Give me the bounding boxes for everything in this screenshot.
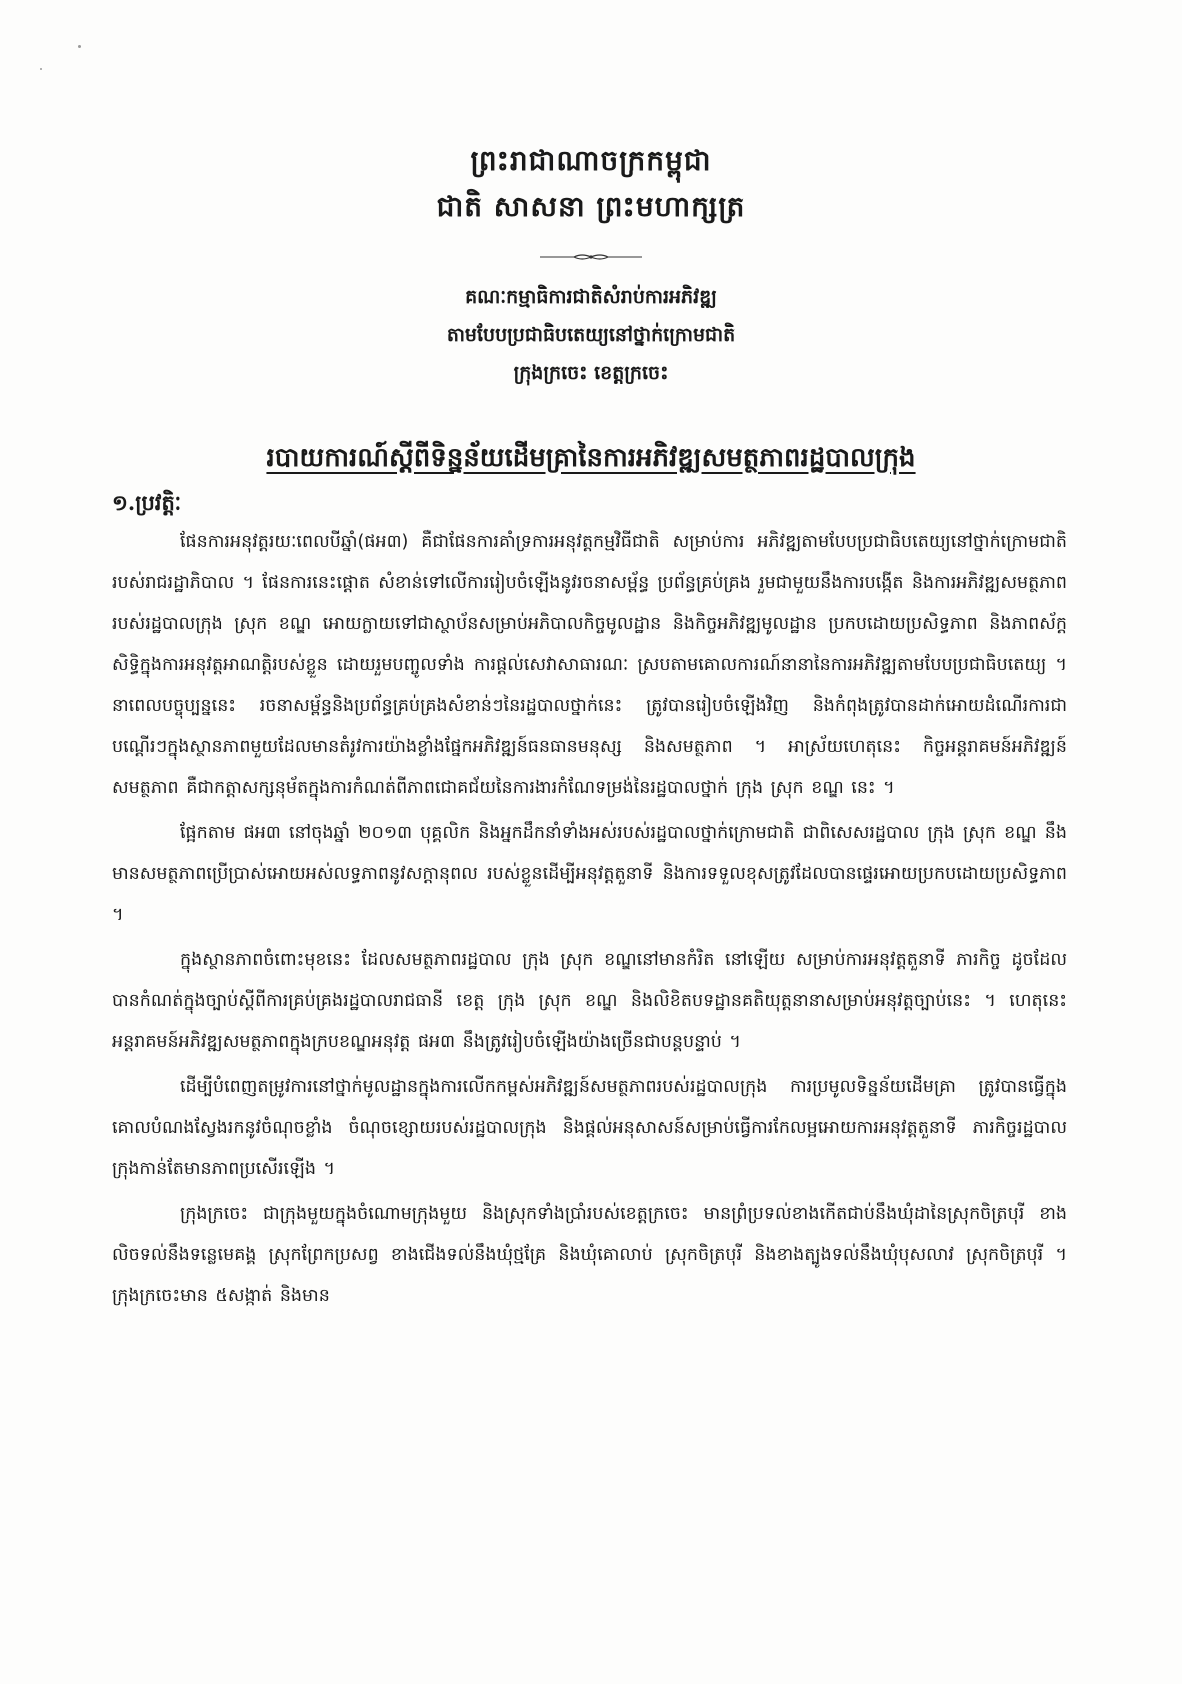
paragraph: ដើម្បីបំពេញតម្រូវការនៅថ្នាក់មូលដ្ឋានក្នុងការលើកកម្ពស់អភិវឌ្ឍន៍សមត្ថភាពរបស់រដ្ឋបាលក្រុង ការប្រមូលទិន្នន័យដើមគ្រា ត្រូវបានធ្វើក្នុងគោលបំណងស្វែងរកនូវចំណុចខ្លាំង ចំណុចខ្សោយរបស់រដ្ឋបាលក្រុង និងផ្តល់អនុសាសន៍សម្រាប់ធ្វើការកែលម្អអោយការអនុវត្តតួនាទី ភារកិច្ចរដ្ឋបាលក្រុងកាន់តែមានភាពប្រសើរឡើង ។ <box>112 1077 1067 1179</box>
kingdom-name: ព្រះរាជាណាចក្រកម្ពុជា <box>470 144 712 177</box>
document-header <box>0 138 1182 230</box>
paragraph: ក្នុងស្ថានភាពចំពោះមុខនេះ ដែលសមត្ថភាពរដ្ឋបាល ក្រុង ស្រុក ខណ្ឌនៅមានកំរិត នៅឡើយ សម្រាប់ការអនុវត្តតួនាទី ភារកិច្ច ដូចដែលបានកំណត់ក្នុងច្បាប់ស្តីពីការគ្រប់គ្រងរដ្ឋបាលរាជធានី ខេត្ត ក្រុង ស្រុក ខណ្ឌ និងលិខិតបទដ្ឋានគតិយុត្តនានាសម្រាប់អនុវត្តច្បាប់នេះ ។ ហេតុនេះអន្តរាគមន៍អភិវឌ្ឍសមត្ថភាពក្នុងក្របខណ្ឌអនុវត្ត ផអ៣ នឹងត្រូវរៀបចំឡើងយ៉ាងច្រើនជាបន្តបន្ទាប់ ។ <box>112 950 1067 1052</box>
section-heading: ១.ប្រវត្តិៈ <box>112 490 182 515</box>
committee-line-2: តាមបែបប្រជាធិបតេយ្យនៅថ្នាក់ក្រោមជាតិ <box>446 324 736 346</box>
committee-line-3: ក្រុងក្រចេះ ខេត្តក្រចេះ <box>513 362 669 384</box>
national-motto: ជាតិ សាសនា ព្រះមហាក្សត្រ <box>436 190 746 223</box>
paragraph: ផ្អែកតាម ផអ៣ នៅចុងឆ្នាំ ២០១៣ បុគ្គលិក និងអ្នកដឹកនាំទាំងអស់របស់រដ្ឋបាលថ្នាក់ក្រោមជាតិ ជាពិសេសរដ្ឋបាល ក្រុង ស្រុក ខណ្ឌ នឹងមានសមត្ថភាពប្រើប្រាស់អោយអស់លទ្ធភាពនូវសក្តានុពល របស់ខ្លួនដើម្បីអនុវត្តតួនាទី និងការទទួលខុសត្រូវដែលបានផ្ទេរអោយប្រកបដោយប្រសិទ្ធភាព ។ <box>112 823 1067 925</box>
scan-speck <box>78 45 81 48</box>
document-title: របាយការណ៍ស្តីពីទិន្នន័យដើមគ្រានៃការអភិវឌ្ឍសមត្ថភាពរដ្ឋបាលក្រុង <box>266 443 916 473</box>
committee-line-1: គណៈកម្មាធិការជាតិសំរាប់ការអភិវឌ្ឍ <box>465 286 717 308</box>
divider-ornament-icon <box>540 253 642 261</box>
committee-block <box>0 278 1182 392</box>
body-text <box>112 522 1067 1321</box>
paragraph: ផែនការអនុវត្តរយៈពេលបីឆ្នាំ(ផអ៣) គឺជាផែនការគាំទ្រការអនុវត្តកម្មវិធីជាតិ សម្រាប់ការ អភិវឌ្ឍតាមបែបប្រជាធិបតេយ្យនៅថ្នាក់ក្រោមជាតិរបស់រាជរដ្ឋាភិបាល ។ ផែនការនេះផ្តោត សំខាន់ទៅលើការរៀបចំឡើងនូវរចនាសម្ព័ន្ធ ប្រព័ន្ធគ្រប់គ្រង រួមជាមួយនឹងការបង្កើត និងការអភិវឌ្ឍសមត្ថភាពរបស់រដ្ឋបាលក្រុង ស្រុក ខណ្ឌ អោយក្លាយទៅជាស្ថាប័នសម្រាប់អភិបាលកិច្ចមូលដ្ឋាន និងកិច្ចអភិវឌ្ឍមូលដ្ឋាន ប្រកបដោយប្រសិទ្ធភាព និងភាពស័ក្តសិទ្ធិក្នុងការអនុវត្តអាណត្តិរបស់ខ្លួន ដោយរួមបញ្ចូលទាំង ការផ្តល់សេវាសាធារណៈ ស្របតាមគោលការណ៍នានានៃការអភិវឌ្ឍតាមបែបប្រជាធិបតេយ្យ ។ នាពេលបច្ចុប្បន្ននេះ រចនាសម្ព័ន្ធនិងប្រព័ន្ធគ្រប់គ្រងសំខាន់ៗនៃរដ្ឋបាលថ្នាក់នេះ ត្រូវបានរៀបចំឡើងវិញ និងកំពុងត្រូវបានដាក់អោយដំណើរការជាបណ្តើរៗក្នុងស្ថានភាពមួយដែលមានតំរូវការយ៉ាងខ្លាំងផ្នែកអភិវឌ្ឍន៍ធនធានមនុស្ស និងសមត្ថភាព ។ អាស្រ័យហេតុនេះ កិច្ចអន្តរាគមន៍អភិវឌ្ឍន៍សមត្ថភាព គឺជាកត្តាសក្សនុម័តក្នុងការកំណត់ពីភាពជោគជ័យនៃការងារកំណែទម្រង់នៃរដ្ឋបាលថ្នាក់ ក្រុង ស្រុក ខណ្ឌ នេះ ។ <box>112 532 1067 798</box>
scan-speck <box>40 68 42 70</box>
paragraph: ក្រុងក្រចេះ ជាក្រុងមួយក្នុងចំណោមក្រុងមួយ និងស្រុកទាំងប្រាំរបស់ខេត្តក្រចេះ មានព្រំប្រទល់ខាងកើតជាប់នឹងឃុំដានៃស្រុកចិត្របុរី ខាងលិចទល់នឹងទន្លេមេគង្គ ស្រុកព្រែកប្រសព្វ ខាងជើងទល់នឹងឃុំថ្មគ្រែ និងឃុំគោលាប់ ស្រុកចិត្របុរី និងខាងត្បូងទល់នឹងឃុំបុសលាវ ស្រុកចិត្របុរី ។ ក្រុងក្រចេះមាន ៥សង្កាត់ និងមាន <box>112 1204 1067 1306</box>
